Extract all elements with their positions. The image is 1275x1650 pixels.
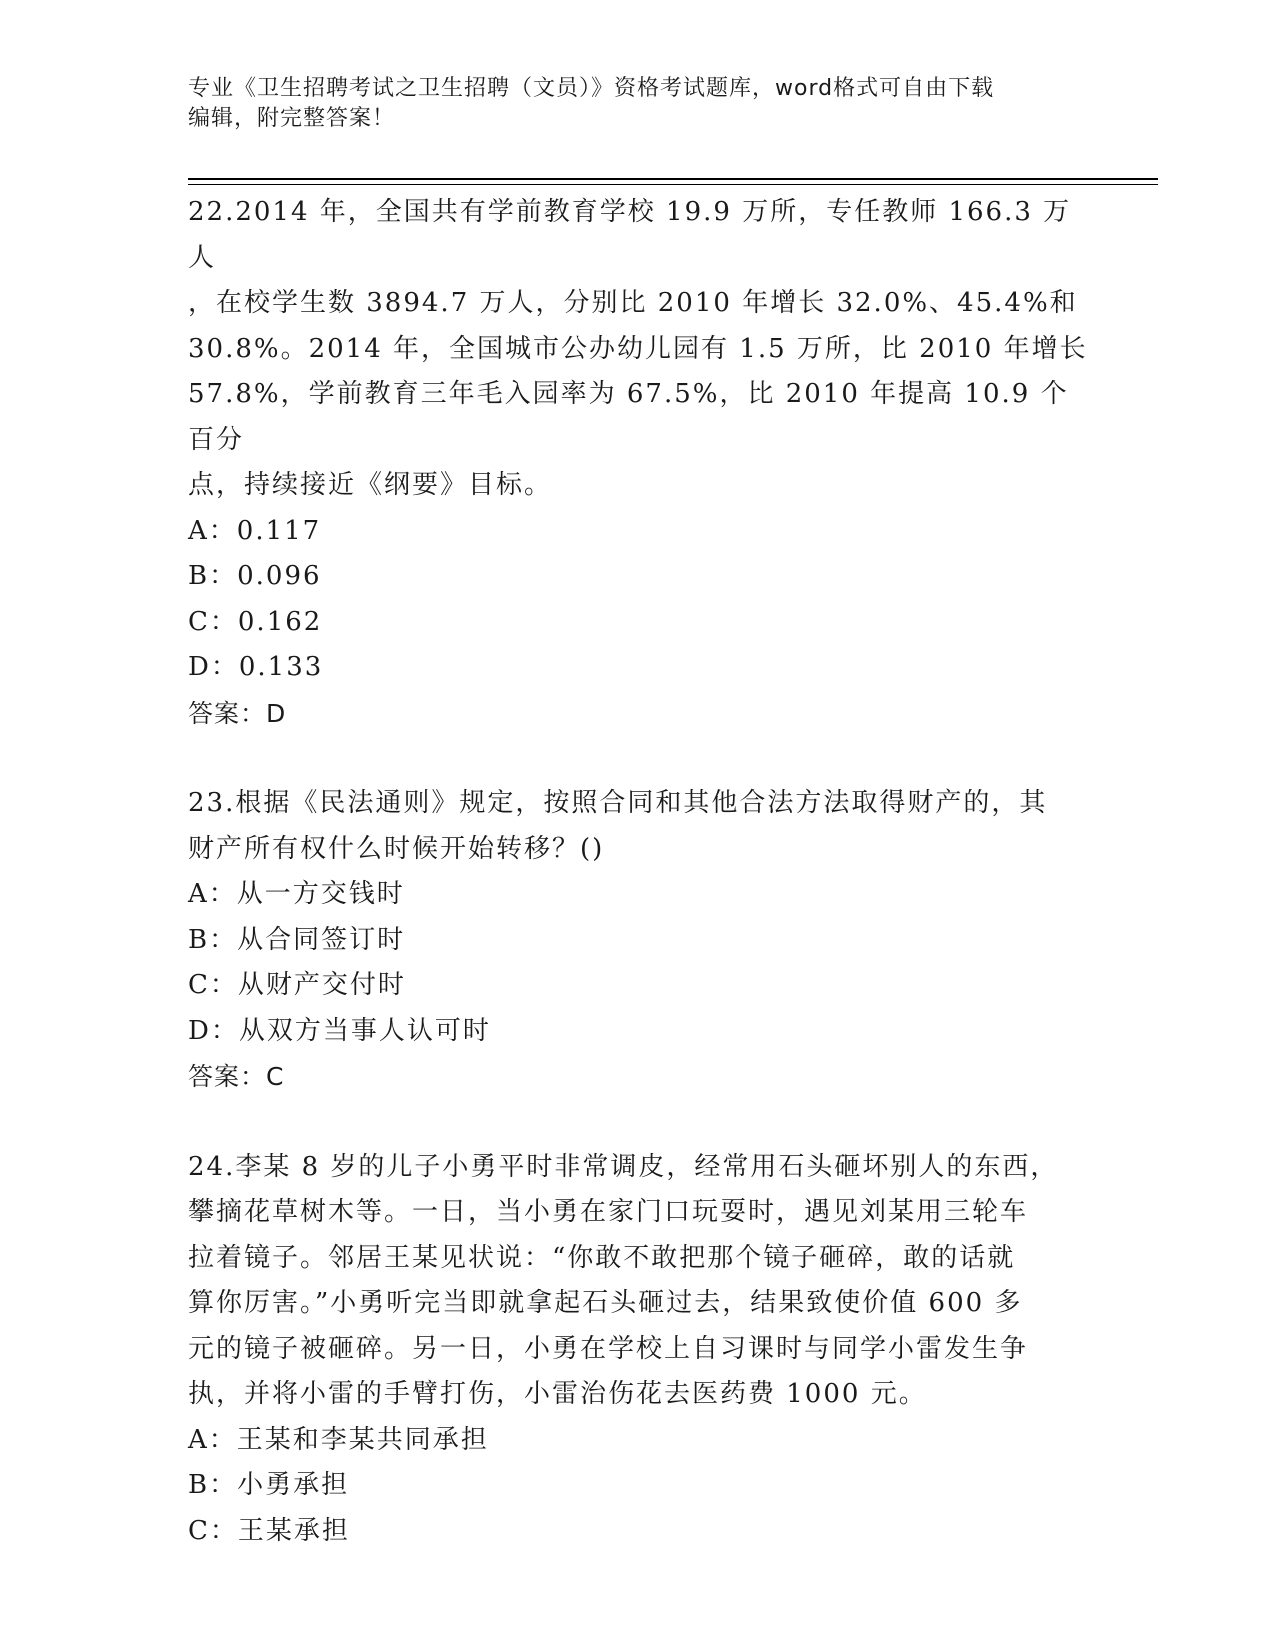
header-rule-thin: [188, 184, 1158, 185]
stem-line: 攀摘花草树木等。一日，当小勇在家门口玩耍时，遇见刘某用三轮车: [188, 1197, 1029, 1227]
header-title-line-2: 编辑，附完整答案！: [188, 106, 396, 131]
stem-line: 执，并将小雷的手臂打伤，小雷治伤花去医药费 1000 元。: [188, 1379, 927, 1409]
option-a: A：王某和李某共同承担: [188, 1424, 489, 1455]
stem-line: 元的镜子被砸碎。另一日，小勇在学校上自习课时与同学小雷发生争: [188, 1333, 1029, 1364]
stem-line: 财产所有权什么时候开始转移？(): [188, 833, 605, 864]
question-stem: [188, 781, 1088, 872]
question-stem: [188, 190, 1088, 509]
option-c: C：0.162: [188, 606, 323, 637]
stem-line: 30.8%。2014 年，全国城市公办幼儿园有 1.5 万所，比 2010 年增长: [188, 333, 1088, 364]
stem-line: ，在校学生数 3894.7 万人，分别比 2010 年增长 32.0%、45.4%和: [188, 288, 1078, 318]
document-header: [188, 74, 1088, 134]
stem-line: 拉着镜子。邻居王某见状说：“你敢不敢把那个镜子砸碎，敢的话就: [188, 1242, 1016, 1273]
stem-line: 算你厉害。”小勇听完当即就拿起石头砸过去，结果致使价值 600 多: [188, 1288, 1023, 1318]
option-d: D：从双方当事人认可时: [188, 1015, 491, 1046]
header-rule-thick: [188, 178, 1158, 180]
stem-line: 57.8%，学前教育三年毛入园率为 67.5%，比 2010 年提高 10.9 个百分: [188, 379, 1069, 455]
option-b: B：0.096: [188, 561, 322, 591]
question-spacer: [188, 1100, 1088, 1145]
stem-line: 23.根据《民法通则》规定，按照合同和其他合法方法取得财产的，其: [188, 788, 1048, 818]
option-b: B：从合同签订时: [188, 924, 406, 955]
option-c: C：从财产交付时: [188, 970, 406, 1000]
option-c: C：王某承担: [188, 1515, 350, 1546]
stem-line: 22.2014 年，全国共有学前教育学校 19.9 万所，专任教师 166.3 万人: [188, 197, 1072, 273]
answer-key: 答案：C: [188, 1062, 285, 1091]
question-list: [188, 190, 1088, 1554]
question-stem: [188, 1145, 1088, 1418]
question-22: [188, 190, 1088, 736]
option-d: D：0.133: [188, 652, 324, 682]
option-b: B：小勇承担: [188, 1470, 350, 1500]
question-spacer: [188, 736, 1088, 781]
option-a: A：0.117: [188, 515, 322, 546]
stem-line: 24.李某 8 岁的儿子小勇平时非常调皮，经常用石头砸坏别人的东西，: [188, 1151, 1059, 1182]
header-title-line-1: 专业《卫生招聘考试之卫生招聘（文员）》资格考试题库，word格式可自由下载: [188, 76, 995, 101]
answer-key: 答案：D: [188, 698, 287, 728]
option-a: A：从一方交钱时: [188, 879, 405, 909]
question-23: [188, 781, 1088, 1100]
question-24: [188, 1145, 1088, 1555]
stem-line: 点，持续接近《纲要》目标。: [188, 470, 553, 500]
